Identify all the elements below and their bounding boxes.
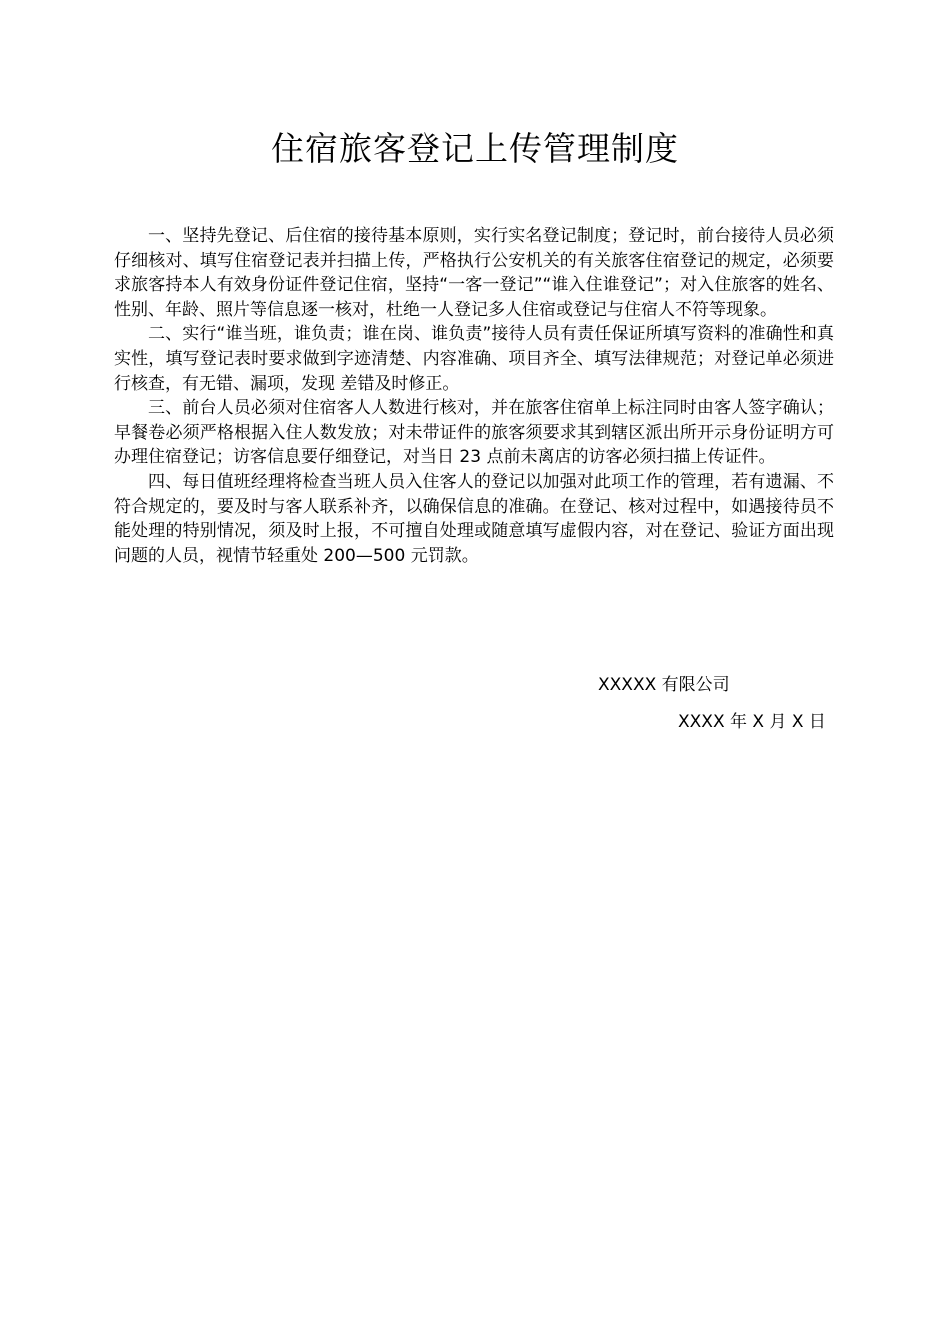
- paragraph-2: 二、实行“谁当班，谁负责；谁在岗、谁负责”接待人员有责任保证所填写资料的准确性和真实性，填写登记表时要求做到字迹清楚、内容准确、项目齐全、填写法律规范；对登记单必须进行核查，有无错、漏项，发现 差错及时修正。: [114, 324, 834, 394]
- document-title: 住宿旅客登记上传管理制度: [271, 129, 679, 168]
- paragraph-3: 三、前台人员必须对住宿客人人数进行核对，并在旅客住宿单上标注同时由客人签字确认；早餐卷必须严格根据入住人数发放；对未带证件的旅客须要求其到辖区派出所开示身份证明方可办理住宿登记；访客信息要仔细登记，对当日 23 点前未离店的访客必须扫描上传证件。: [114, 398, 834, 468]
- document-body: [114, 224, 834, 568]
- signature-date: XXXX 年 X 月 X 日: [678, 712, 826, 732]
- paragraph-4: 四、每日值班经理将检查当班人员入住客人的登记以加强对此项工作的管理，若有遗漏、不符合规定的，要及时与客人联系补齐，以确保信息的准确。在登记、核对过程中，如遇接待员不能处理的特别情况，须及时上报，不可擅自处理或随意填写虚假内容，对在登记、验证方面出现问题的人员，视情节轻重处 200—500 元罚款。: [114, 471, 834, 566]
- paragraph-1: 一、坚持先登记、后住宿的接待基本原则，实行实名登记制度；登记时，前台接待人员必须仔细核对、填写住宿登记表并扫描上传，严格执行公安机关的有关旅客住宿登记的规定，必须要求旅客持本人有效身份证件登记住宿，坚持“一客一登记”“谁入住谁登记”；对入住旅客的姓名、性别、年龄、照片等信息逐一核对，杜绝一人登记多人住宿或登记与住宿人不符等现象。: [114, 226, 834, 320]
- signature-company: XXXXX 有限公司: [598, 675, 730, 695]
